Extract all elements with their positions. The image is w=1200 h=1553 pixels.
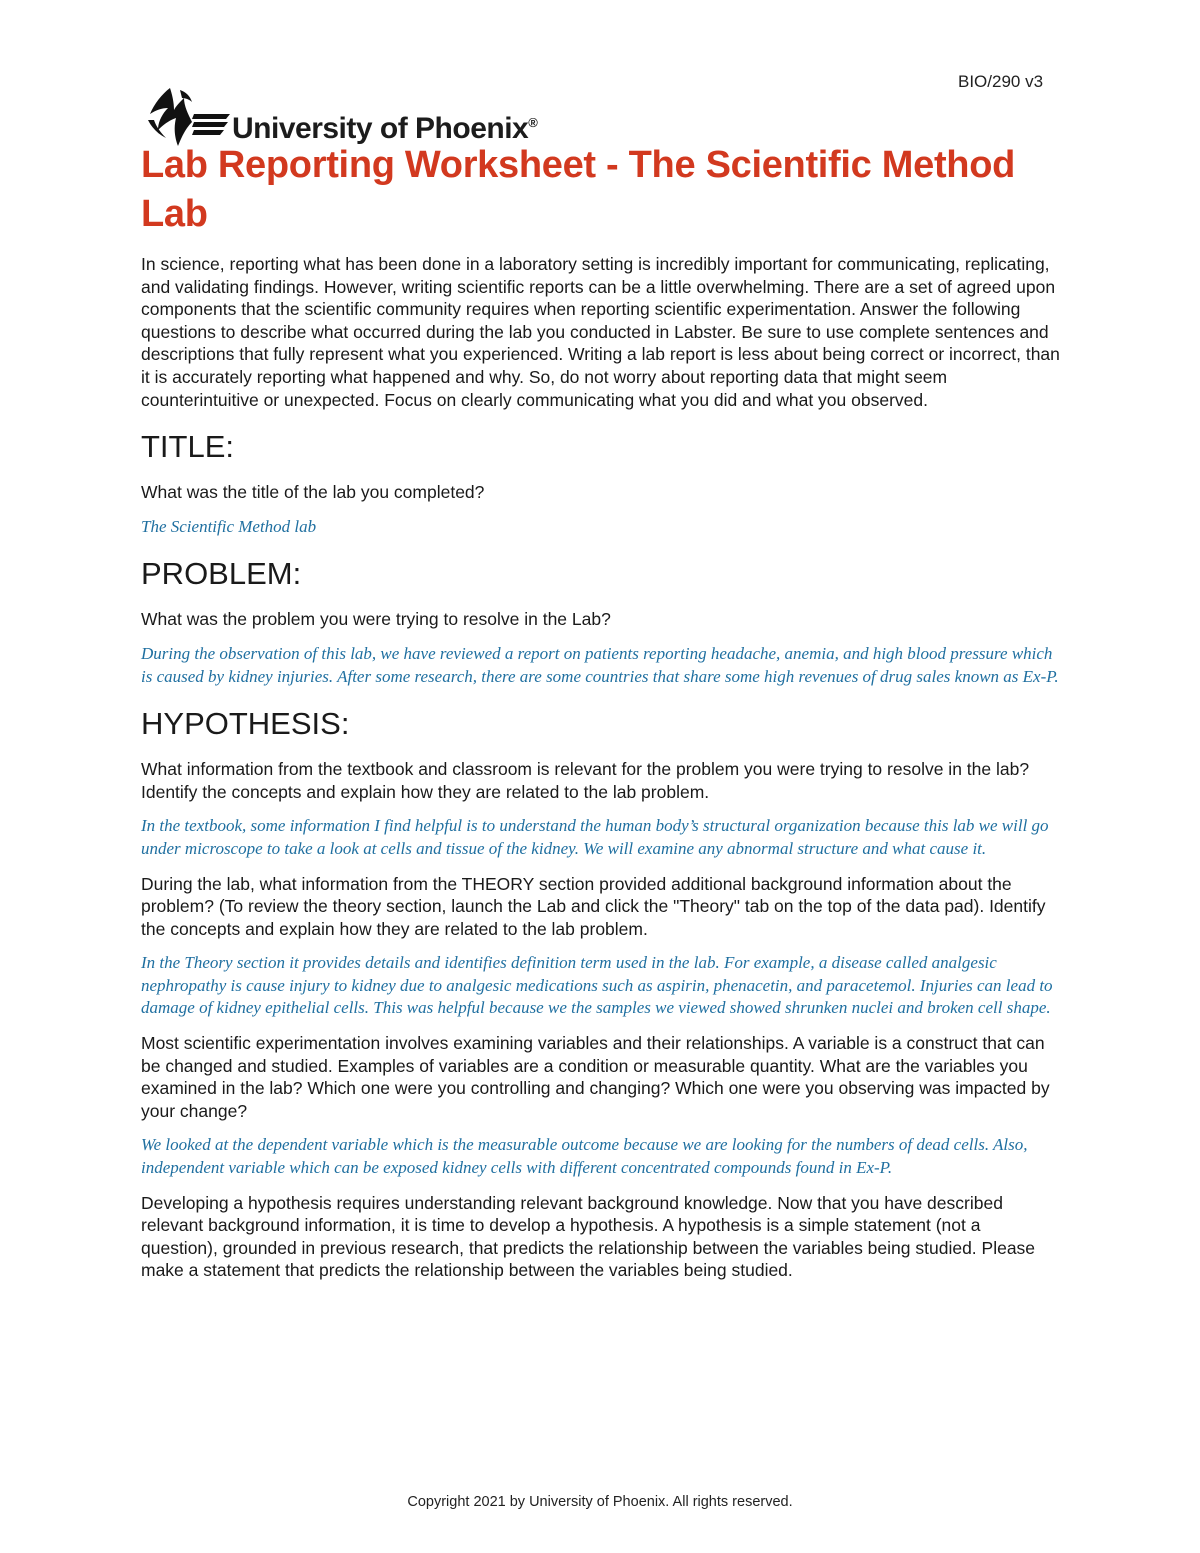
answer-title: The Scientific Method lab	[141, 516, 317, 536]
question-hypothesis-statement: Developing a hypothesis requires understanding relevant background knowledge. Now that you have described relevant background information, it is time to develop a hypothesis. A hypothesis is a simple statement (not a question), grounded in previous research, that predicts the relationship between the variables being studied. Please make a statement that predicts the relationship between the variables being studied.	[141, 1192, 1036, 1281]
question-textbook-info: What information from the textbook and classroom is relevant for the problem you were trying to resolve in the lab? Identify the concepts and explain how they are related to the lab problem.	[141, 759, 1030, 802]
answer-problem: During the observation of this lab, we have reviewed a report on patients reporting headache, anemia, and high blood pressure which is caused by kidney injuries. After some research, there are some countries that share some high revenues of drug sales known as Ex-P.	[141, 643, 1059, 686]
question-theory-info: During the lab, what information from the THEORY section provided additional background information about the problem? (To review the theory section, launch the Lab and click the "Theory" tab on the top of the data pad). Identify the concepts and explain how they are related to the lab problem.	[141, 873, 1046, 939]
copyright-footer: Copyright 2021 by University of Phoenix. All rights reserved.	[407, 1494, 793, 1510]
answer-textbook-info: In the textbook, some information I find helpful is to understand the human body’s structural organization because this lab we will go under microscope to take a look at cells and tissue of the kidney. We will examine any abnormal structure and what cause it.	[141, 816, 1049, 858]
section-heading-problem: PROBLEM:	[141, 556, 302, 592]
document-title: Lab Reporting Worksheet - The Scientific Method Lab	[141, 144, 1016, 235]
section-heading-title: TITLE:	[141, 429, 235, 465]
answer-variables: We looked at the dependent variable which is the measurable outcome because we are looking for the numbers of dead cells. Also, independent variable which can be exposed kidney cells with different concentrated compounds found in Ex-P.	[141, 1135, 1028, 1178]
question-variables: Most scientific experimentation involves examining variables and their relationships. A variable is a construct that can be changed and studied. Examples of variables are a condition or measurable quantity. What are the variables you examined in the lab? Which one were you controlling and changing? Which one were you observing was impacted by your change?	[141, 1033, 1050, 1121]
question-problem: What was the problem you were trying to resolve in the Lab?	[141, 609, 611, 630]
intro-paragraph: In science, reporting what has been done in a laboratory setting is incredibly important for communicating, replicating, and validating findings. However, writing scientific reports can be a little overwhelming. There are a set of agreed upon components that the scientific community requires when reporting scientific experimentation. Answer the following questions to describe what occurred during the lab you conducted in Labster. Be sure to use complete sentences and descriptions that fully represent what you experienced. Writing a lab report is less about being correct or incorrect, than it is accurately reporting what happened and why. So, do not worry about reporting data that might seem counterintuitive or unexpected. Focus on clearly communicating what you did and what you observed.	[141, 254, 1060, 410]
answer-theory-info: In the Theory section it provides details and identifies definition term used in the lab. For example, a disease called analgesic nephropathy is cause injury to kidney due to analgesic medications such as aspirin, phenacetin, and paracetemol. Injuries can lead to damage of kidney epithelial cells. This was helpful because we the samples we viewed showed shrunken nuclei and broken cell shape.	[141, 953, 1053, 1018]
question-title: What was the title of the lab you completed?	[141, 482, 485, 503]
course-code: BIO/290 v3	[958, 72, 1044, 91]
logo-wordmark: University of Phoenix®	[232, 112, 538, 145]
worksheet-content	[141, 141, 1061, 1294]
section-heading-hypothesis: HYPOTHESIS:	[141, 706, 350, 742]
